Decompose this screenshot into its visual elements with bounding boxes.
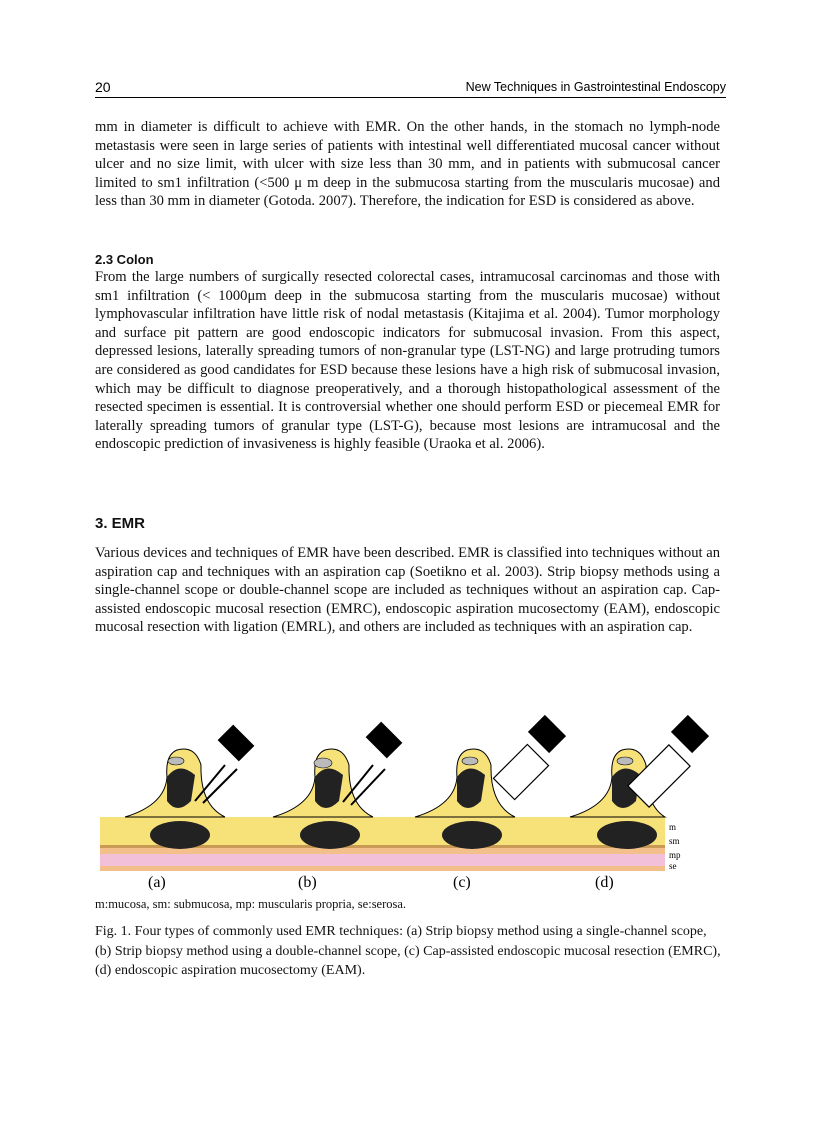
figure-legend: m:mucosa, sm: submucosa, mp: muscularis propria, se:serosa. xyxy=(95,897,407,911)
endoscope-c xyxy=(528,715,566,753)
layer-label-sm: sm xyxy=(669,836,680,846)
running-title: New Techniques in Gastrointestinal Endoscopy xyxy=(465,80,726,94)
panel-label-c: (c) xyxy=(453,874,471,891)
paragraph-emr: Various devices and techniques of EMR have been described. EMR is classified into techniques without an aspiration cap and techniques with an aspiration cap (Soetikno et al. 2003). Strip biopsy methods using a single-channel scope or double-channel scope are included as techniques without an aspiration cap. Cap-assisted endoscopic mucosal resection (EMRC), endoscopic aspiration mucosectomy (EAM), endoscopic mucosal resection with ligation (EMRL), and others are included as techniques with an aspiration cap. xyxy=(95,545,720,636)
saline-cushion-b xyxy=(300,821,360,849)
panel-label-a: (a) xyxy=(148,874,166,891)
endoscope-a xyxy=(218,725,255,762)
endoscope-d xyxy=(671,715,709,753)
layer-label-se: se xyxy=(669,861,677,871)
cap-snare-c xyxy=(462,757,478,765)
panel-label-b: (b) xyxy=(298,874,317,891)
panel-label-d: (d) xyxy=(595,874,614,891)
paragraph-colon: From the large numbers of surgically resected colorectal cases, intramucosal carcinomas and those with sm1 infiltration (< 1000μm deep in the submucosa starting from the muscularis mucosae) without lymphovascular infiltration have little risk of nodal metastasis (Kitajima et al. 2004). Tumor morphology and surface pit pattern are good endoscopic indicators for submucosal invasion. From this aspect, depressed lesions, laterally spreading tumors of non-granular type (LST-NG) and large protruding tumors are considered as good candidates for ESD because these lesions have a high risk of submucosal invasion, which may be difficult to diagnose preoperatively, and a thorough histopathological assessment of the resected specimen is essential. It is controversial whether one should perform ESD or piecemeal EMR for laterally spreading tumors of granular type (LST-G), because most lesions are intramucosal and the endoscopic prediction of invasiveness is highly feasible (Uraoka et al. 2006). xyxy=(95,269,720,453)
aspiration-cap-c xyxy=(493,744,548,799)
emr-techniques-figure xyxy=(95,705,725,895)
page-number: 20 xyxy=(95,79,111,95)
layer-label-mp: mp xyxy=(669,850,681,860)
section-heading-emr: 3. EMR xyxy=(95,515,146,532)
saline-cushion-a xyxy=(150,821,210,849)
saline-cushion-d xyxy=(597,821,657,849)
running-header xyxy=(95,79,726,98)
layer-labels xyxy=(669,822,681,871)
paragraph-stomach-indication: mm in diameter is difficult to achieve with EMR. On the other hands, in the stomach no lymph-node metastasis were seen in large series of patients with intestinal well differentiated mucosal cancer without ulcer and no size limit, with ulcer with size less than 30 mm, and in patients with submucosal cancer limited to sm1 infiltration (<500 μ m deep in the submucosa starting from the muscularis mucosae) and less than 30 mm in diameter (Gotoda. 2007). Therefore, the indication for ESD is considered as above. xyxy=(95,119,720,210)
figure-caption: Fig. 1. Four types of commonly used EMR techniques: (a) Strip biopsy method using a single-channel scope, (b) Strip biopsy method using a double-channel scope, (c) Cap-assisted endoscopic mucosal resection (EMRC), (d) endoscopic aspiration mucosectomy (EAM). xyxy=(95,924,721,978)
serosa-layer xyxy=(100,866,665,871)
grasping-forceps-b xyxy=(314,758,332,768)
muscularis-propria-layer xyxy=(100,854,665,866)
section-heading-colon: 2.3 Colon xyxy=(95,252,154,267)
forceps-tip-a xyxy=(168,757,184,765)
saline-cushion-c xyxy=(442,821,502,849)
aspiration-tip-d xyxy=(617,757,633,765)
submucosa-layer xyxy=(100,848,665,854)
layer-label-m: m xyxy=(669,822,677,832)
endoscope-b xyxy=(366,722,403,759)
